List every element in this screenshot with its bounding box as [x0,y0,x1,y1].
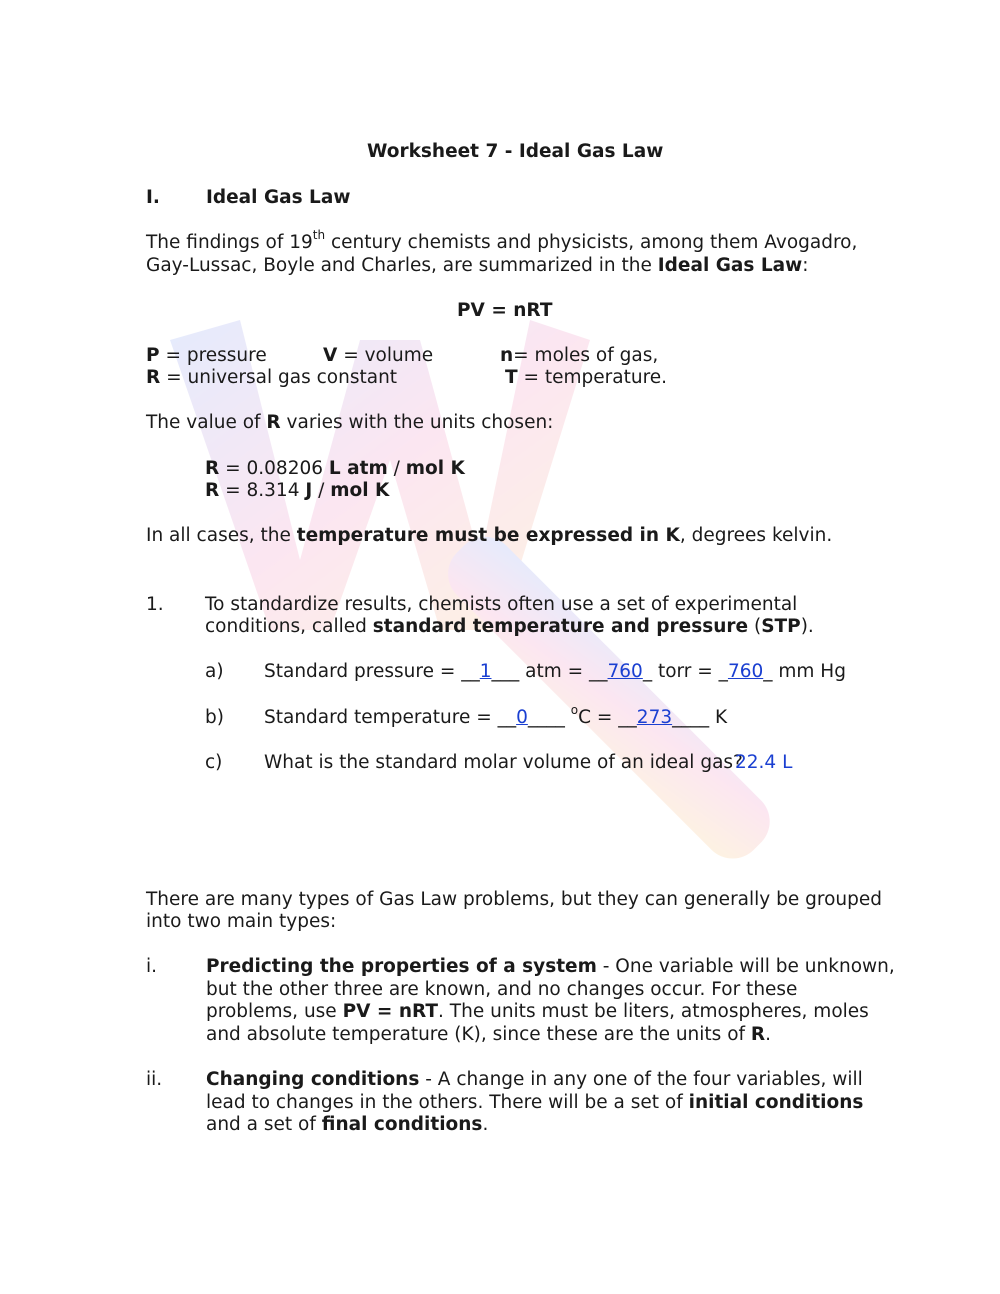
answer-celsius: 0 [516,707,528,728]
type-i-line-2: but the other three are known, and no changes occur. For these [206,979,798,1000]
ideal-gas-equation: PV = nRT [457,300,553,321]
type-ii-number: ii. [146,1069,163,1090]
section-heading: Ideal Gas Law [206,187,351,208]
types-intro-line-1: There are many types of Gas Law problems, but they can generally be grouped [146,889,882,910]
var-volume: V = volume [323,345,434,366]
page-title: Worksheet 7 - Ideal Gas Law [367,141,664,162]
answer-molar-volume: 22.4 L [735,752,793,773]
answer-torr: 760 [607,661,643,682]
var-pressure: P = pressure [146,345,267,366]
var-gas-constant: R = universal gas constant [146,367,398,388]
type-i-line-1: Predicting the properties of a system - One variable will be unknown, [206,956,895,977]
question-1a-standard-pressure: Standard pressure = __1___ atm = __760_ torr = _760_ mm Hg [264,661,846,682]
question-1-number: 1. [146,594,164,615]
question-1b-standard-temperature: Standard temperature = __0____ $^o$C = __273____ K [264,703,728,728]
answer-atm: 1 [479,661,492,682]
var-temperature: T = temperature. [505,367,668,388]
var-moles: n= moles of gas, [500,345,659,366]
r-intro: The value of R varies with the units chosen: [146,412,554,433]
type-i-number: i. [146,956,158,977]
question-1-line-2: conditions, called standard temperature and pressure (STP). [205,616,814,637]
question-1-line-1: To standardize results, chemists often use a set of experimental [205,594,798,615]
question-1c-molar-volume: What is the standard molar volume of an ideal gas? [264,752,743,773]
type-ii-line-3: and a set of final conditions. [206,1114,489,1135]
question-1c-label: c) [205,752,223,773]
intro-line-2: Gay-Lussac, Boyle and Charles, are summarized in the Ideal Gas Law: [146,255,809,276]
temperature-note: In all cases, the temperature must be expressed in K, degrees kelvin. [146,525,833,546]
type-ii-line-1: Changing conditions - A change in any one of the four variables, will [206,1069,863,1090]
intro-line-1: The findings of 19th century chemists and physicists, among them Avogadro, [146,228,858,253]
answer-kelvin: 273 [636,707,673,728]
type-ii-line-2: lead to changes in the others. There will be a set of initial conditions [206,1092,864,1113]
r-value-joule: R = 8.314 J / mol K [205,480,390,501]
section-number: I. [146,187,160,208]
question-1a-label: a) [205,661,224,682]
r-value-atm: R = 0.08206 L atm / mol K [205,458,465,479]
question-1b-label: b) [205,707,224,728]
answer-mmhg: 760 [727,661,764,682]
type-i-line-3: problems, use PV = nRT. The units must be liters, atmospheres, moles [206,1001,869,1022]
types-intro-line-2: into two main types: [146,911,337,932]
type-i-line-4: and absolute temperature (K), since these are the units of R. [206,1024,772,1045]
